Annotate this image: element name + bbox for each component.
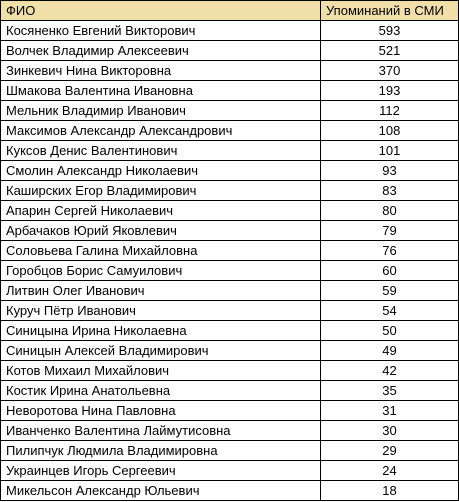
table-row: [1, 21, 459, 41]
table-row: [1, 481, 459, 501]
column-header-name: ФИО: [1, 1, 321, 21]
person-name-cell: Пилипчук Людмила Владимировна: [1, 441, 321, 461]
table-row: [1, 301, 459, 321]
person-name-cell: Литвин Олег Иванович: [1, 281, 321, 301]
table-row: [1, 201, 459, 221]
table-row: [1, 101, 459, 121]
table-row: [1, 361, 459, 381]
person-name-cell: Котов Михаил Михайлович: [1, 361, 321, 381]
table-row: [1, 261, 459, 281]
mentions-count-cell: 101: [321, 141, 459, 161]
table-row: [1, 121, 459, 141]
person-name-cell: Апарин Сергей Николаевич: [1, 201, 321, 221]
person-name-cell: Неворотова Нина Павловна: [1, 401, 321, 421]
mentions-count-cell: 31: [321, 401, 459, 421]
table-row: [1, 441, 459, 461]
mentions-count-cell: 18: [321, 481, 459, 501]
column-header-mentions: Упоминаний в СМИ: [321, 1, 459, 21]
person-name-cell: Арбачаков Юрий Яковлевич: [1, 221, 321, 241]
mentions-count-cell: 49: [321, 341, 459, 361]
person-name-cell: Украинцев Игорь Сергеевич: [1, 461, 321, 481]
mentions-count-cell: 521: [321, 41, 459, 61]
mentions-count-cell: 60: [321, 261, 459, 281]
person-name-cell: Смолин Александр Николаевич: [1, 161, 321, 181]
table-row: [1, 341, 459, 361]
person-name-cell: Куксов Денис Валентинович: [1, 141, 321, 161]
mentions-count-cell: 108: [321, 121, 459, 141]
table-row: [1, 421, 459, 441]
table-row: [1, 241, 459, 261]
table-row: [1, 461, 459, 481]
person-name-cell: Соловьева Галина Михайловна: [1, 241, 321, 261]
person-name-cell: Мельник Владимир Иванович: [1, 101, 321, 121]
person-name-cell: Синицын Алексей Владимирович: [1, 341, 321, 361]
mentions-count-cell: 112: [321, 101, 459, 121]
mentions-count-cell: 83: [321, 181, 459, 201]
table-row: [1, 281, 459, 301]
person-name-cell: Зинкевич Нина Викторовна: [1, 61, 321, 81]
table-row: [1, 221, 459, 241]
mentions-count-cell: 59: [321, 281, 459, 301]
table-row: [1, 81, 459, 101]
person-name-cell: Микельсон Александр Юльевич: [1, 481, 321, 501]
person-name-cell: Волчек Владимир Алексеевич: [1, 41, 321, 61]
person-name-cell: Каширских Егор Владимирович: [1, 181, 321, 201]
table-row: [1, 401, 459, 421]
table-row: [1, 61, 459, 81]
mentions-count-cell: 50: [321, 321, 459, 341]
person-name-cell: Максимов Александр Александрович: [1, 121, 321, 141]
mentions-count-cell: 42: [321, 361, 459, 381]
mentions-count-cell: 79: [321, 221, 459, 241]
table-row: [1, 321, 459, 341]
person-name-cell: Горобцов Борис Самуилович: [1, 261, 321, 281]
mentions-count-cell: 193: [321, 81, 459, 101]
table-row: [1, 161, 459, 181]
mentions-count-cell: 54: [321, 301, 459, 321]
table-row: [1, 381, 459, 401]
table-body: [1, 21, 459, 501]
mentions-count-cell: 370: [321, 61, 459, 81]
mentions-count-cell: 80: [321, 201, 459, 221]
mentions-count-cell: 35: [321, 381, 459, 401]
mentions-count-cell: 76: [321, 241, 459, 261]
person-name-cell: Шмакова Валентина Ивановна: [1, 81, 321, 101]
table-row: [1, 41, 459, 61]
person-name-cell: Костик Ирина Анатольевна: [1, 381, 321, 401]
mentions-count-cell: 593: [321, 21, 459, 41]
person-name-cell: Куруч Пётр Иванович: [1, 301, 321, 321]
header-row: [1, 1, 459, 21]
mentions-count-cell: 30: [321, 421, 459, 441]
person-name-cell: Косяненко Евгений Викторович: [1, 21, 321, 41]
person-name-cell: Иванченко Валентина Лаймутисовна: [1, 421, 321, 441]
table-row: [1, 181, 459, 201]
table-row: [1, 141, 459, 161]
mentions-count-cell: 93: [321, 161, 459, 181]
mentions-count-cell: 24: [321, 461, 459, 481]
person-name-cell: Синицына Ирина Николаевна: [1, 321, 321, 341]
mentions-count-cell: 29: [321, 441, 459, 461]
